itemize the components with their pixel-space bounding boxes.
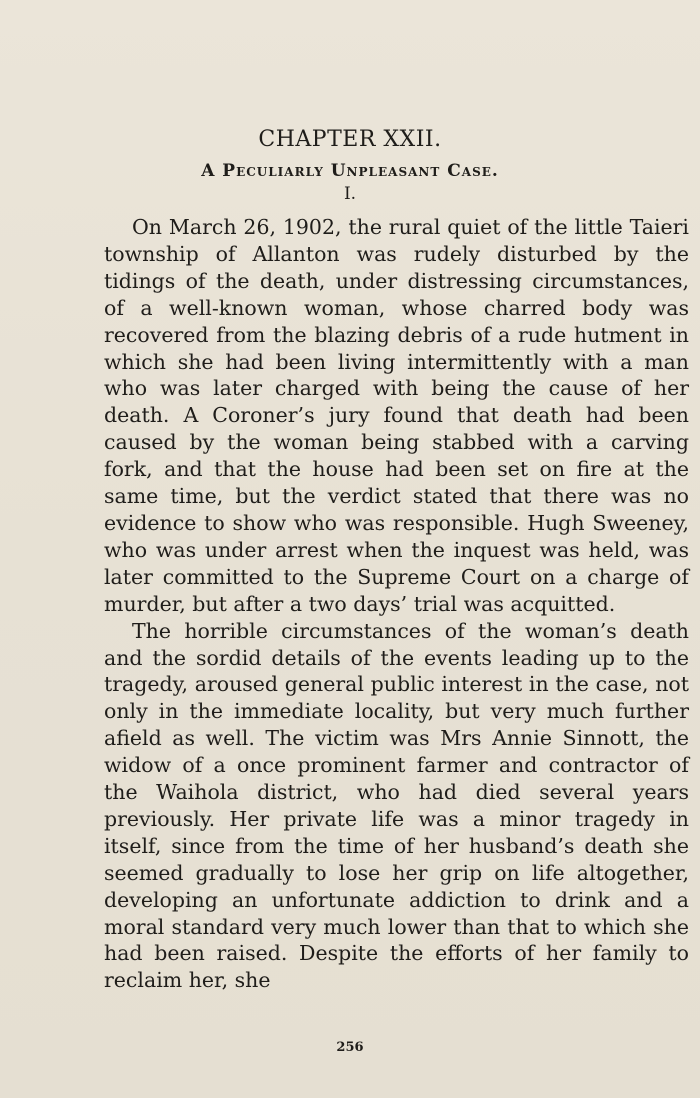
- paragraph-2: The horrible circumstances of the woman’s death and the sordid details of the events leading up to the tragedy, aroused general public interest in the case, not only in the immediate locality, but very much further afield as well. The victim was Mrs Annie Sinnott, the widow of a once prominent farmer and contractor of the Waihola district, who had died several years previously. Her private life was a minor tragedy in itself, since from the time of her husband’s death she seemed gradually to lose her grip on life altogether, developing an unfortunate addiction to drink and a moral standard very much lower than that to which she had been raised. Despite the efforts of her family to reclaim her, she: [104, 618, 689, 993]
- body-text: [104, 214, 689, 994]
- page-number: 256: [336, 1040, 364, 1055]
- section-number: I.: [343, 184, 357, 204]
- chapter-title: CHAPTER XXII.: [258, 127, 442, 152]
- chapter-subtitle: A Peculiarly Unpleasant Case.: [201, 161, 499, 181]
- paragraph-1: On March 26, 1902, the rural quiet of the little Taieri township of Allanton was rudely disturbed by the tidings of the death, under distressing circumstances, of a well-known woman, whose charred body was recovered from the blazing debris of a rude hutment in which she had been living intermittently with a man who was later charged with being the cause of her death. A Coroner’s jury found that death had been caused by the woman being stabbed with a carving fork, and that the house had been set on fire at the same time, but the verdict stated that there was no evidence to show who was responsible. Hugh Sweeney, who was under arrest when the inquest was held, was later committed to the Supreme Court on a charge of murder, but after a two days’ trial was acquitted.: [104, 215, 689, 616]
